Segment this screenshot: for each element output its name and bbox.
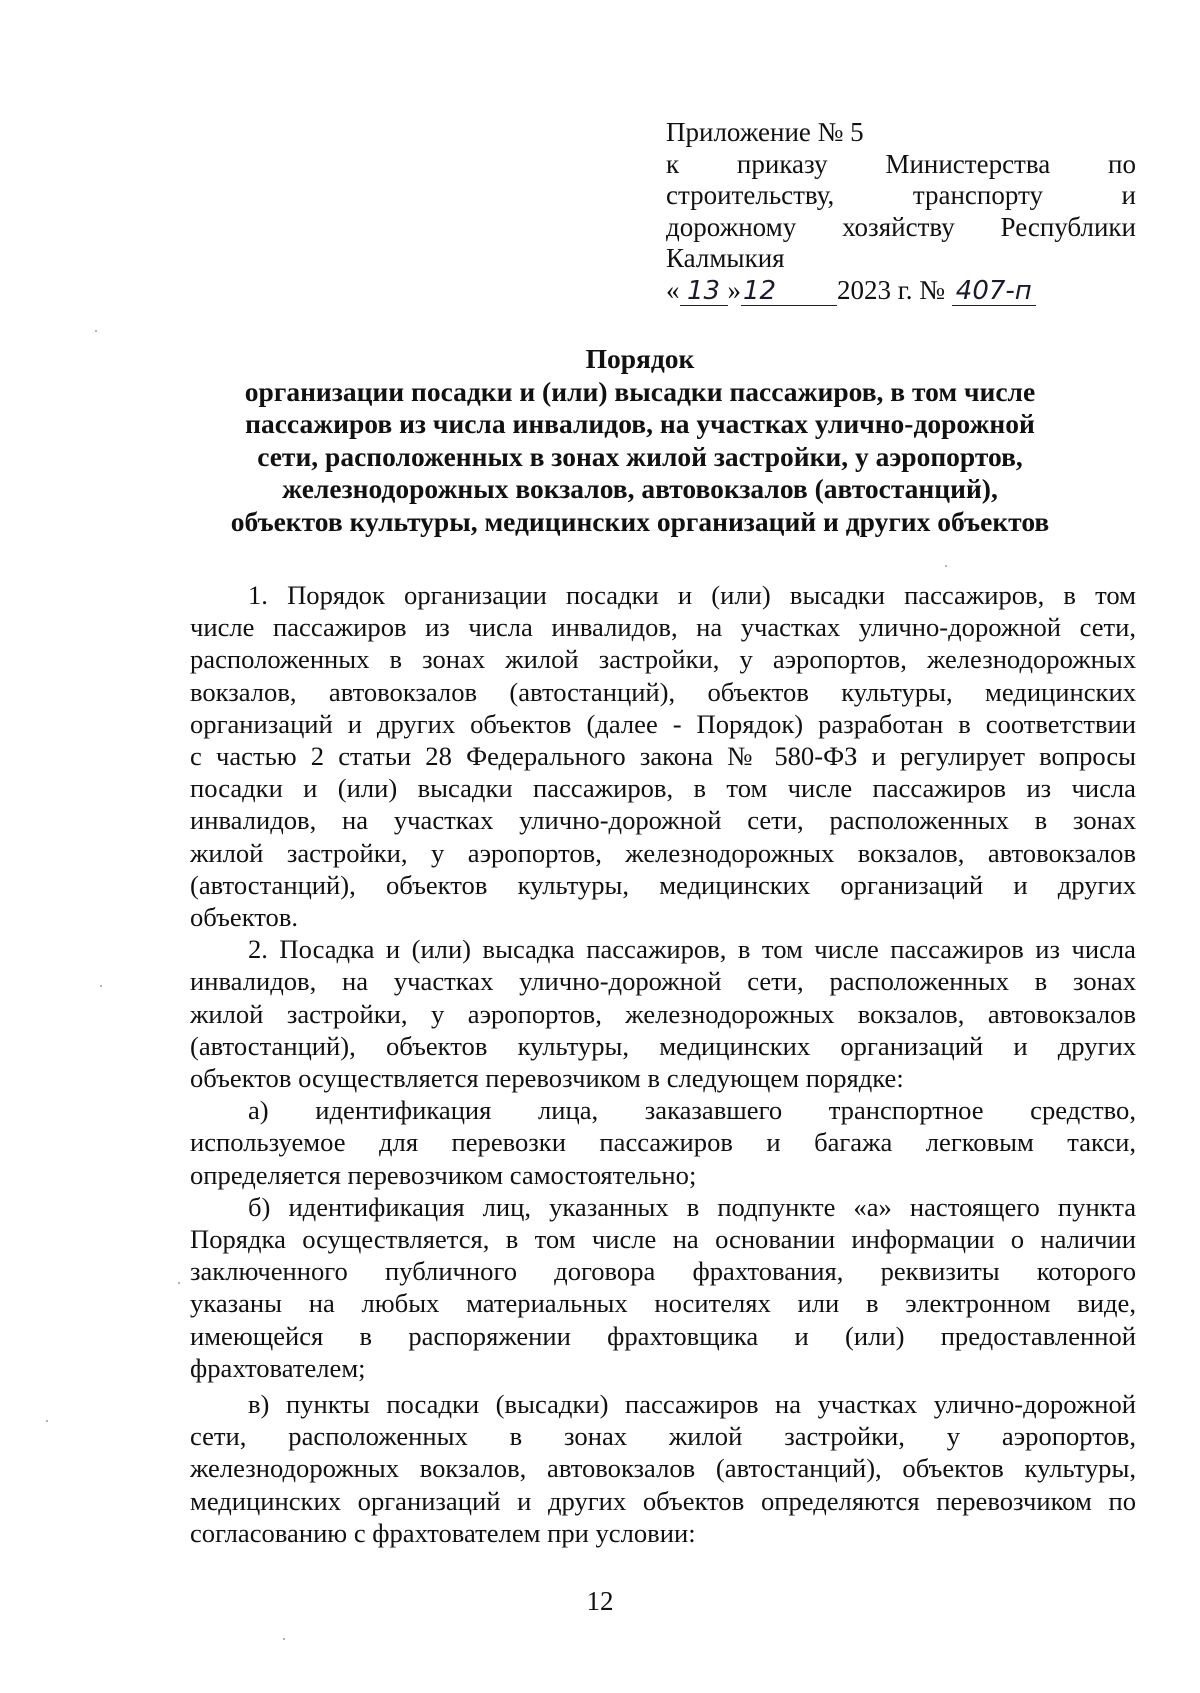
appendix-line-region: Калмыкия <box>666 243 785 273</box>
title-heading: Порядок <box>585 343 695 374</box>
text-line: указаны на любых материальных носителях или в электронном виде, <box>190 1288 1136 1319</box>
text-line: расположенных в зонах жилой застройки, у аэропортов, железнодорожных <box>190 644 1136 675</box>
title-line: организации посадки и (или) высадки пассажиров, в том числе <box>244 375 1036 407</box>
appendix-line-order: к приказу Министерства по <box>666 148 1136 179</box>
subparagraph-a <box>190 1094 1136 1191</box>
title-line: железнодорожных вокзалов, автовокзалов (автостанций), <box>282 473 998 504</box>
date-year-label: 2023 г. № <box>837 274 946 305</box>
text-line: посадки и (или) высадки пассажиров, в том числе пассажиров из числа <box>190 773 1136 804</box>
paragraph-1 <box>190 579 1136 933</box>
appendix-line-ministry: строительству, транспорту и <box>666 180 1136 210</box>
title-line: пассажиров из числа инвалидов, на участках улично-дорожной <box>245 408 1035 439</box>
document-body <box>190 579 1136 1549</box>
scan-speck <box>178 1282 180 1284</box>
text-line: вокзалов, автовокзалов (автостанций), объектов культуры, медицинских <box>190 676 1136 707</box>
scan-speck <box>945 565 947 567</box>
text-line: с частью 2 статьи 28 Федерального закона № 580-ФЗ и регулирует вопросы <box>190 741 1136 772</box>
page-number: 12 <box>586 1586 614 1616</box>
text-line: инвалидов, на участках улично-дорожной сети, расположенных в зонах <box>190 966 1136 997</box>
document-title <box>170 343 1110 538</box>
paragraph-2 <box>190 933 1136 1094</box>
handwritten-order-number: 407-п <box>952 277 1036 306</box>
text-line: имеющейся в распоряжении фрахтовщика и (или) предоставленной <box>190 1320 1136 1351</box>
text-line: Порядка осуществляется, в том числе на основании информации о наличии <box>190 1224 1136 1255</box>
date-open-quote: « <box>666 274 680 305</box>
text-line: заключенного публичного договора фрахтования, реквизиты которого <box>190 1256 1136 1287</box>
order-date-line <box>666 275 1136 307</box>
text-line: а) идентификация лица, заказавшего транспортное средство, <box>248 1095 1136 1126</box>
text-line: сети, расположенных в зонах жилой застройки, у аэропортов, <box>190 1421 1136 1452</box>
scan-speck <box>95 330 97 332</box>
handwritten-month: 12 <box>741 277 837 306</box>
text-line: в) пункты посадки (высадки) пассажиров на участках улично-дорожной <box>248 1389 1136 1420</box>
text-line: (автостанций), объектов культуры, медицинских организаций и других <box>190 869 1136 900</box>
appendix-line-ministry-cont: дорожному хозяйству Республики <box>666 211 1136 242</box>
text-line: (автостанций), объектов культуры, медицинских организаций и других <box>190 1030 1136 1061</box>
subparagraph-b <box>190 1191 1136 1384</box>
text-line: железнодорожных вокзалов, автовокзалов (автостанций), объектов культуры, <box>190 1453 1136 1484</box>
text-line: инвалидов, на участках улично-дорожной сети, расположенных в зонах <box>190 805 1136 836</box>
text-line: медицинских организаций и других объектов определяются перевозчиком по <box>190 1485 1136 1516</box>
text-line: б) идентификация лиц, указанных в подпункте «а» настоящего пункта <box>248 1191 1136 1222</box>
text-line: 1. Порядок организации посадки и (или) высадки пассажиров, в том <box>248 580 1136 610</box>
text-line: фрахтователем; <box>190 1352 366 1383</box>
text-line: согласованию с фрахтователем при условии: <box>190 1517 696 1548</box>
text-line: используемое для перевозки пассажиров и багажа легковым такси, <box>190 1127 1136 1158</box>
text-line: жилой застройки, у аэропортов, железнодорожных вокзалов, автовокзалов <box>190 837 1136 868</box>
text-line: определяется перевозчиком самостоятельно; <box>190 1159 697 1190</box>
text-line: организаций и других объектов (далее - Порядок) разработан в соответствии <box>190 708 1136 739</box>
title-line: объектов культуры, медицинских организаций и других объектов <box>230 505 1050 537</box>
text-line: 2. Посадка и (или) высадка пассажиров, в том числе пассажиров из числа <box>248 934 1136 965</box>
appendix-title: Приложение № 5 <box>666 117 864 147</box>
text-line: объектов. <box>190 902 299 933</box>
scan-speck <box>46 1420 48 1422</box>
handwritten-day: 13 <box>680 277 728 306</box>
date-close-quote: » <box>727 274 741 305</box>
title-line: сети, расположенных в зонах жилой застройки, у аэропортов, <box>257 440 1023 472</box>
scan-speck <box>283 1638 285 1640</box>
text-line: числе пассажиров из числа инвалидов, на участках улично-дорожной сети, <box>190 612 1136 643</box>
scan-speck <box>100 985 102 987</box>
subparagraph-v <box>190 1388 1136 1549</box>
text-line: объектов осуществляется перевозчиком в следующем порядке: <box>190 1063 904 1094</box>
appendix-block <box>666 117 1136 306</box>
text-line: жилой застройки, у аэропортов, железнодорожных вокзалов, автовокзалов <box>190 998 1136 1029</box>
